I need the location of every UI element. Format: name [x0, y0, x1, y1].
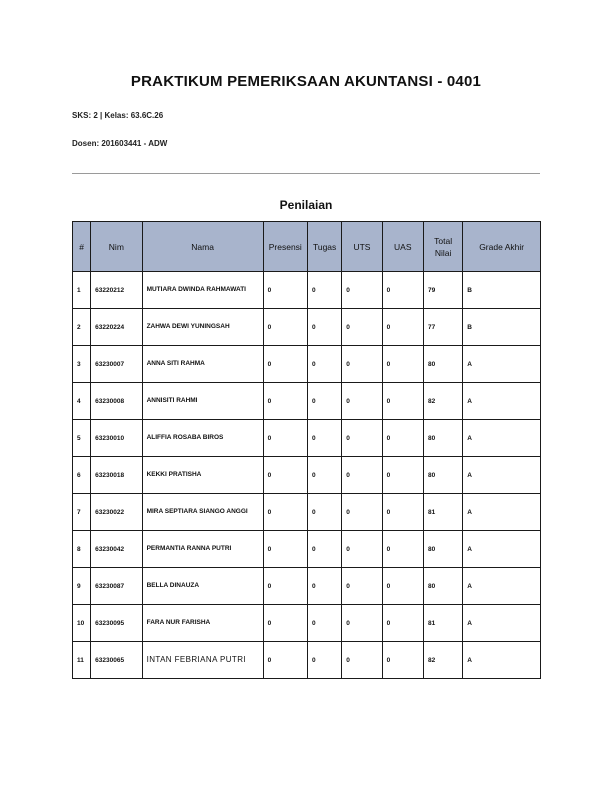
cell-total: 81 [423, 494, 462, 531]
cell-presensi: 0 [263, 642, 307, 679]
cell-no: 7 [73, 494, 91, 531]
cell-nama: MUTIARA DWINDA RAHMAWATI [142, 272, 263, 309]
cell-uas: 0 [382, 309, 423, 346]
cell-nama: ANNISITI RAHMI [142, 383, 263, 420]
col-header-uas: UAS [382, 222, 423, 272]
cell-presensi: 0 [263, 346, 307, 383]
cell-grade: A [463, 531, 541, 568]
cell-no: 10 [73, 605, 91, 642]
cell-uts: 0 [342, 605, 382, 642]
cell-uas: 0 [382, 494, 423, 531]
cell-grade: A [463, 642, 541, 679]
cell-uts: 0 [342, 309, 382, 346]
cell-total: 82 [423, 383, 462, 420]
table-row [73, 272, 541, 309]
cell-uas: 0 [382, 568, 423, 605]
cell-grade: A [463, 383, 541, 420]
cell-uts: 0 [342, 346, 382, 383]
cell-nama: BELLA DINAUZA [142, 568, 263, 605]
table-row [73, 642, 541, 679]
cell-nim: 63230007 [91, 346, 142, 383]
cell-grade: B [463, 272, 541, 309]
cell-nim: 63230008 [91, 383, 142, 420]
cell-no: 9 [73, 568, 91, 605]
table-row [73, 309, 541, 346]
cell-presensi: 0 [263, 531, 307, 568]
cell-grade: A [463, 346, 541, 383]
cell-total: 80 [423, 531, 462, 568]
table-row [73, 605, 541, 642]
cell-uts: 0 [342, 457, 382, 494]
cell-tugas: 0 [307, 642, 341, 679]
cell-uas: 0 [382, 272, 423, 309]
cell-nama: ANNA SITI RAHMA [142, 346, 263, 383]
col-header-nim: Nim [91, 222, 142, 272]
cell-nama: ZAHWA DEWI YUNINGSAH [142, 309, 263, 346]
cell-uts: 0 [342, 420, 382, 457]
cell-total: 77 [423, 309, 462, 346]
cell-tugas: 0 [307, 531, 341, 568]
table-row [73, 568, 541, 605]
table-row [73, 383, 541, 420]
cell-presensi: 0 [263, 494, 307, 531]
cell-presensi: 0 [263, 383, 307, 420]
col-header-no: # [73, 222, 91, 272]
cell-nim: 63220212 [91, 272, 142, 309]
cell-tugas: 0 [307, 272, 341, 309]
cell-total: 80 [423, 420, 462, 457]
col-header-grade: Grade Akhir [463, 222, 541, 272]
cell-tugas: 0 [307, 494, 341, 531]
cell-nama: FARA NUR FARISHA [142, 605, 263, 642]
cell-total: 79 [423, 272, 462, 309]
cell-presensi: 0 [263, 272, 307, 309]
cell-grade: A [463, 568, 541, 605]
cell-no: 2 [73, 309, 91, 346]
cell-presensi: 0 [263, 457, 307, 494]
col-header-total [423, 222, 462, 272]
col-header-nama: Nama [142, 222, 263, 272]
cell-tugas: 0 [307, 383, 341, 420]
cell-total: 82 [423, 642, 462, 679]
col-header-total-line2: Nilai [434, 247, 452, 258]
cell-no: 4 [73, 383, 91, 420]
dosen-info: Dosen: 201603441 - ADW [72, 139, 168, 148]
table-row [73, 420, 541, 457]
cell-no: 11 [73, 642, 91, 679]
cell-nim: 63230010 [91, 420, 142, 457]
cell-presensi: 0 [263, 420, 307, 457]
cell-total: 80 [423, 457, 462, 494]
cell-uas: 0 [382, 383, 423, 420]
cell-total: 81 [423, 605, 462, 642]
cell-nama: PERMANTIA RANNA PUTRI [142, 531, 263, 568]
cell-tugas: 0 [307, 346, 341, 383]
cell-no: 6 [73, 457, 91, 494]
cell-grade: A [463, 605, 541, 642]
cell-uts: 0 [342, 383, 382, 420]
cell-tugas: 0 [307, 568, 341, 605]
cell-nim: 63230095 [91, 605, 142, 642]
cell-no: 3 [73, 346, 91, 383]
cell-grade: A [463, 420, 541, 457]
sks-kelas-info: SKS: 2 | Kelas: 63.6C.26 [72, 111, 164, 120]
cell-uts: 0 [342, 568, 382, 605]
divider [72, 173, 540, 174]
table-row [73, 457, 541, 494]
cell-grade: B [463, 309, 541, 346]
cell-grade: A [463, 457, 541, 494]
cell-uas: 0 [382, 346, 423, 383]
cell-uas: 0 [382, 420, 423, 457]
grades-table [72, 221, 541, 679]
cell-nama: KEKKI PRATISHA [142, 457, 263, 494]
cell-tugas: 0 [307, 309, 341, 346]
cell-total: 80 [423, 568, 462, 605]
cell-uts: 0 [342, 494, 382, 531]
cell-uas: 0 [382, 642, 423, 679]
cell-nim: 63230065 [91, 642, 142, 679]
course-title: PRAKTIKUM PEMERIKSAAN AKUNTANSI - 0401 [130, 73, 482, 90]
cell-uas: 0 [382, 605, 423, 642]
table-row [73, 531, 541, 568]
cell-nim: 63230042 [91, 531, 142, 568]
cell-uas: 0 [382, 531, 423, 568]
cell-uts: 0 [342, 642, 382, 679]
cell-tugas: 0 [307, 605, 341, 642]
cell-tugas: 0 [307, 420, 341, 457]
cell-nama: MIRA SEPTIARA SIANGO ANGGI [142, 494, 263, 531]
table-header-row [73, 222, 541, 272]
cell-uts: 0 [342, 531, 382, 568]
col-header-presensi: Presensi [263, 222, 307, 272]
cell-no: 5 [73, 420, 91, 457]
cell-tugas: 0 [307, 457, 341, 494]
cell-grade: A [463, 494, 541, 531]
cell-nama: INTAN FEBRIANA PUTRI [142, 642, 263, 679]
cell-uas: 0 [382, 457, 423, 494]
cell-presensi: 0 [263, 605, 307, 642]
cell-nim: 63230018 [91, 457, 142, 494]
cell-presensi: 0 [263, 309, 307, 346]
cell-presensi: 0 [263, 568, 307, 605]
cell-no: 8 [73, 531, 91, 568]
cell-uts: 0 [342, 272, 382, 309]
col-header-tugas: Tugas [307, 222, 341, 272]
cell-total: 80 [423, 346, 462, 383]
col-header-total-line1: Total [434, 235, 453, 246]
table-row [73, 494, 541, 531]
col-header-uts: UTS [342, 222, 382, 272]
cell-nama: ALIFFIA ROSABA BIROS [142, 420, 263, 457]
cell-no: 1 [73, 272, 91, 309]
cell-nim: 63230022 [91, 494, 142, 531]
cell-nim: 63220224 [91, 309, 142, 346]
cell-nim: 63230087 [91, 568, 142, 605]
table-row [73, 346, 541, 383]
section-title: Penilaian [279, 198, 333, 212]
